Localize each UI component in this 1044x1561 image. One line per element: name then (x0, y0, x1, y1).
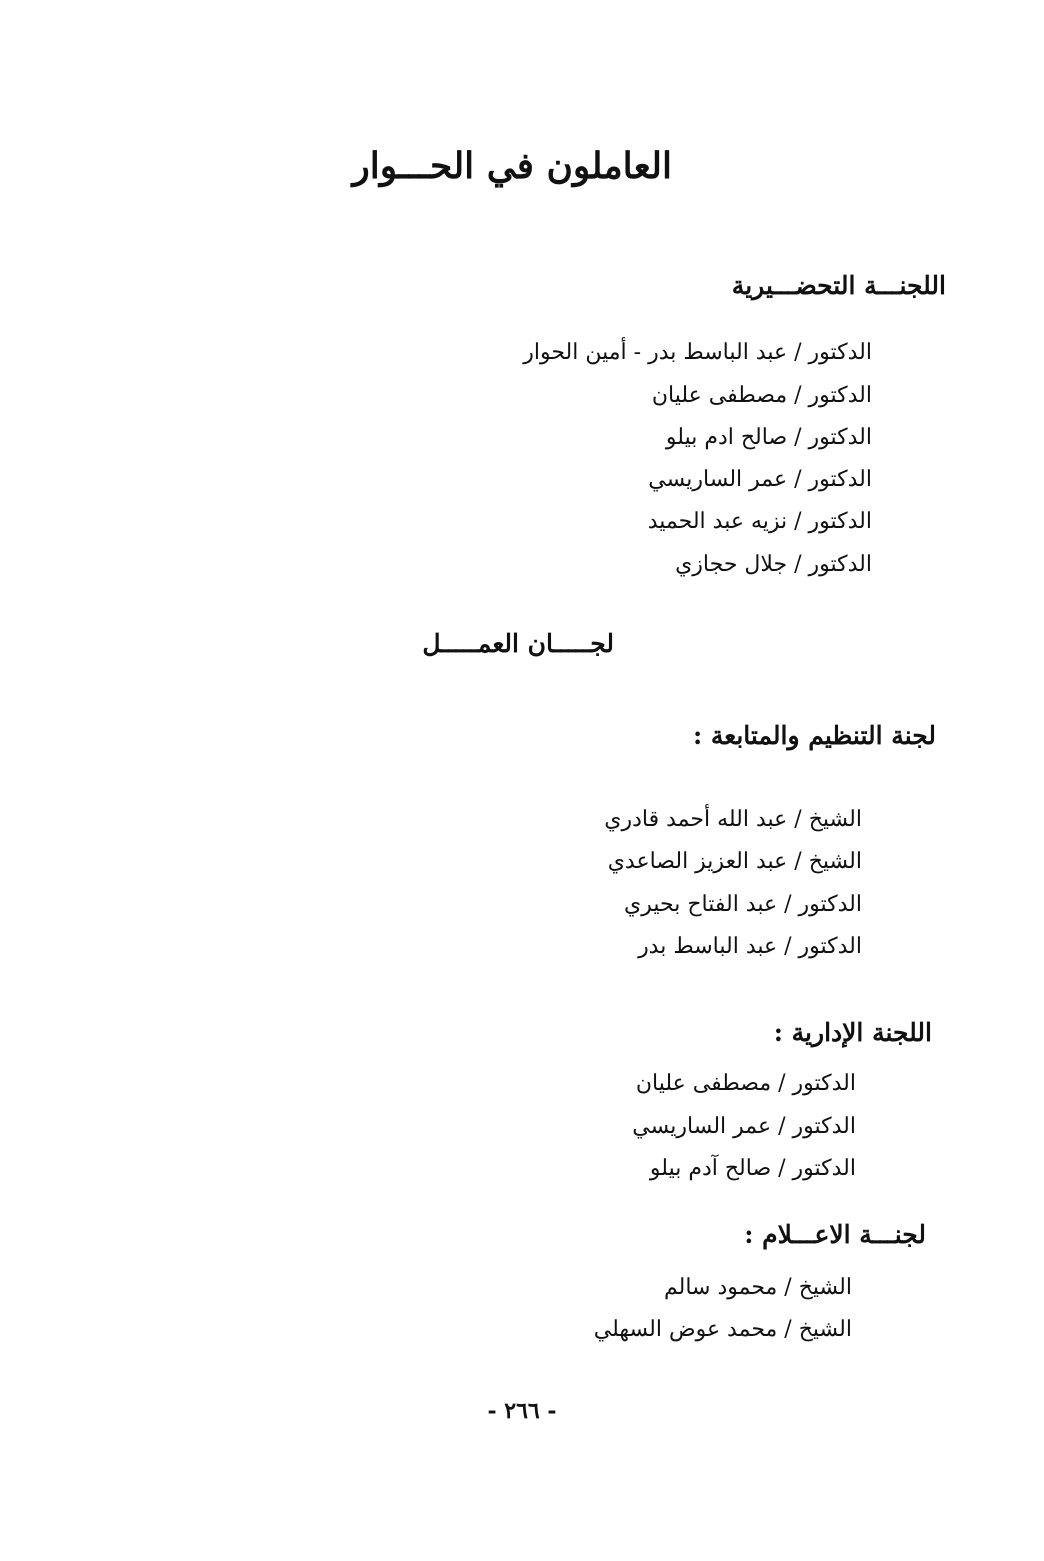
administrative-member: الدكتور / عمر الساريسي (632, 1114, 856, 1139)
media-member: الشيخ / محمد عوض السهلي (593, 1317, 852, 1342)
organizing-committee-heading: لجنة التنظيم والمتابعة : (692, 721, 936, 750)
preparatory-member: الدكتور / جلال حجازي (675, 552, 872, 577)
administrative-member: الدكتور / مصطفى عليان (635, 1071, 856, 1096)
media-member: الشيخ / محمود سالم (663, 1275, 852, 1300)
work-committees-heading: لجـــــان العمـــــل (422, 629, 614, 658)
preparatory-member: الدكتور / عبد الباسط بدر - أمين الحوار (523, 340, 872, 365)
organizing-member: الشيخ / عبد الله أحمد قادري (604, 807, 862, 832)
organizing-member: الدكتور / عبد الباسط بدر (638, 934, 862, 959)
preparatory-member: الدكتور / نزيه عبد الحميد (647, 509, 872, 534)
preparatory-committee-heading: اللجنـــة التحضـــيرية (731, 271, 946, 300)
preparatory-member: الدكتور / صالح ادم بيلو (665, 425, 872, 450)
preparatory-member: الدكتور / عمر الساريسي (648, 467, 872, 492)
administrative-committee-heading: اللجنة الإدارية : (773, 1018, 932, 1047)
organizing-member: الشيخ / عبد العزيز الصاعدي (607, 849, 862, 874)
page-title: العاملون في الحـــوار (352, 145, 672, 187)
organizing-member: الدكتور / عبد الفتاح بحيري (624, 892, 862, 917)
administrative-member: الدكتور / صالح آدم بيلو (649, 1156, 856, 1181)
media-committee-heading: لجنـــة الاعـــلام : (744, 1220, 926, 1249)
page-number: - ٢٦٦ - (487, 1398, 557, 1424)
preparatory-member: الدكتور / مصطفى عليان (651, 383, 872, 408)
